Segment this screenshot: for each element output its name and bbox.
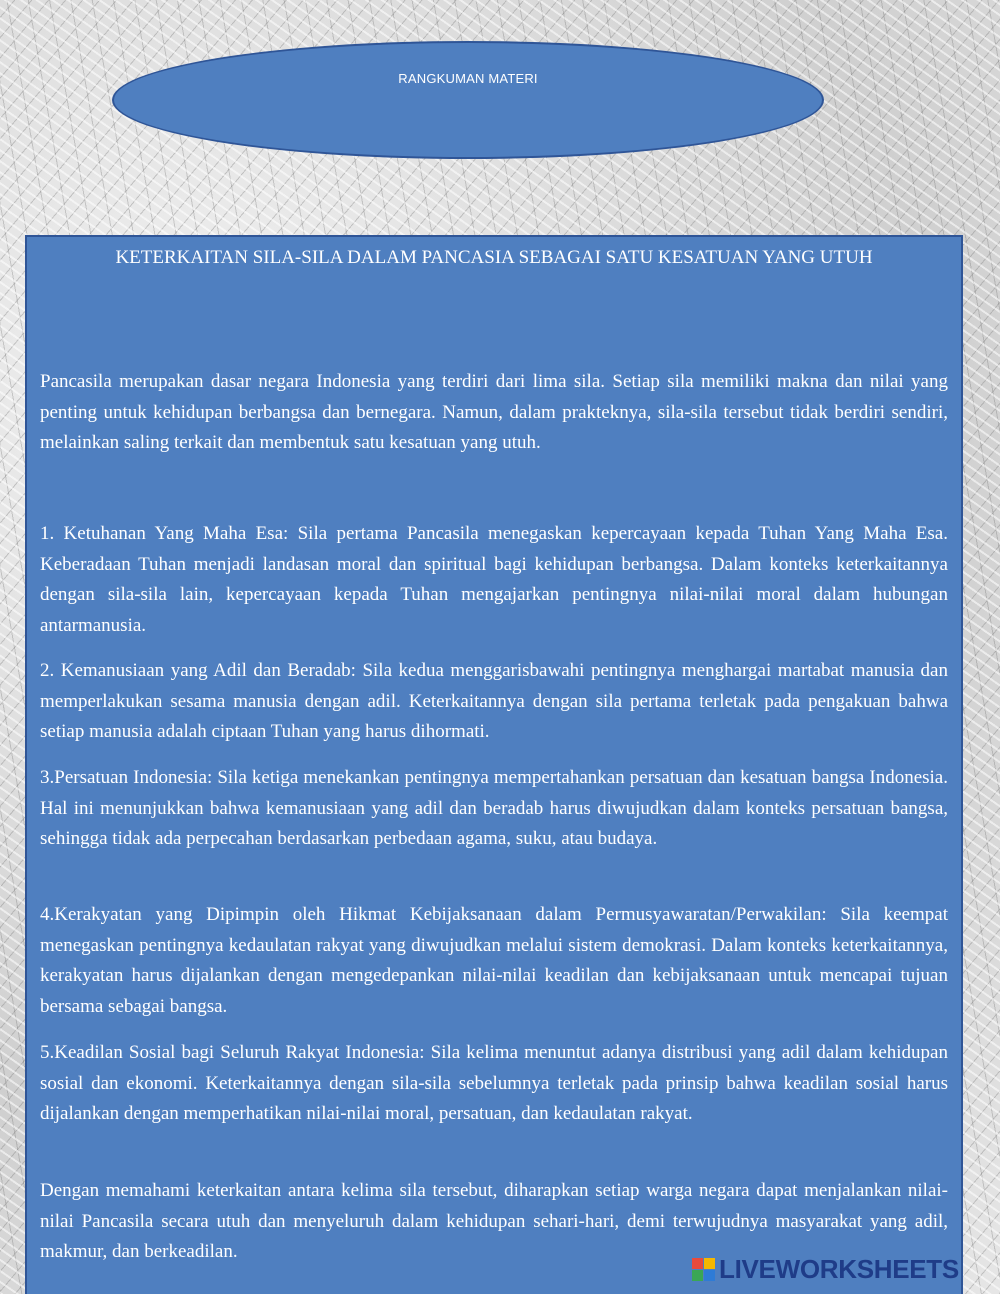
point-paragraph-1: 1. Ketuhanan Yang Maha Esa: Sila pertama Pancasila menegaskan kepercayaan kepada Tuhan Yang Maha Esa. Keberadaan Tuhan menjadi landasan moral dan spiritual bagi kehidupan berbangsa. Dalam konteks keterkaitannya dengan sila-sila lain, kepercayaan kepada Tuhan mengajarkan pentingnya nilai-nilai moral dalam hubungan antarmanusia. <box>40 523 948 636</box>
point-paragraph-4: 4.Kerakyatan yang Dipimpin oleh Hikmat Kebijaksanaan dalam Permusyawaratan/Perwakilan: Sila keempat menegaskan pentingnya kedaulatan rakyat yang diwujudkan melalui sistem demokrasi. Dalam konteks keterkaitannya, kerakyatan harus dijalankan dengan mengedepankan nilai-nilai keadilan dan kebijaksanaan untuk mencapai tujuan bersama sebagai bangsa. <box>40 904 948 1017</box>
watermark-text: LIVEWORKSHEETS <box>719 1254 959 1284</box>
point-paragraph-3: 3.Persatuan Indonesia: Sila ketiga menekankan pentingnya mempertahankan persatuan dan kesatuan bangsa Indonesia. Hal ini menunjukkan bahwa kemanusiaan yang adil dan beradab harus diwujudkan dalam konteks persatuan bangsa, sehingga tidak ada perpecahan berdasarkan perbedaan agama, suku, atau budaya. <box>40 767 948 849</box>
document-heading: KETERKAITAN SILA-SILA DALAM PANCASIA SEBAGAI SATU KESATUAN YANG UTUH <box>115 247 873 268</box>
content-panel <box>25 235 963 1294</box>
liveworksheets-watermark[interactable] <box>692 1256 959 1282</box>
ellipse-title: RANGKUMAN MATERI <box>398 71 538 86</box>
title-ellipse <box>112 41 824 159</box>
point-paragraph-2: 2. Kemanusiaan yang Adil dan Beradab: Sila kedua menggarisbawahi pentingnya menghargai martabat manusia dan memperlakukan sesama manusia dengan adil. Keterkaitannya dengan sila pertama terletak pada pengakuan bahwa setiap manusia adalah ciptaan Tuhan yang harus dihormati. <box>40 660 948 742</box>
point-paragraph-5: 5.Keadilan Sosial bagi Seluruh Rakyat Indonesia: Sila kelima menuntut adanya distribusi yang adil dalam kehidupan sosial dan ekonomi. Keterkaitannya dengan sila-sila sebelumnya terletak pada prinsip bahwa keadilan sosial harus dijalankan dengan memperhatikan nilai-nilai moral, persatuan, dan kedaulatan rakyat. <box>40 1042 948 1124</box>
liveworksheets-logo-icon <box>692 1258 715 1281</box>
intro-paragraph: Pancasila merupakan dasar negara Indonesia yang terdiri dari lima sila. Setiap sila memiliki makna dan nilai yang penting untuk kehidupan berbangsa dan bernegara. Namun, dalam prakteknya, sila-sila tersebut tidak berdiri sendiri, melainkan saling terkait dan membentuk satu kesatuan yang utuh. <box>40 371 948 453</box>
closing-paragraph: Dengan memahami keterkaitan antara kelima sila tersebut, diharapkan setiap warga negara dapat menjalankan nilai-nilai Pancasila secara utuh dan menyeluruh dalam kehidupan sehari-hari, demi terwujudnya masyarakat yang adil, makmur, dan berkeadilan. <box>40 1180 948 1262</box>
